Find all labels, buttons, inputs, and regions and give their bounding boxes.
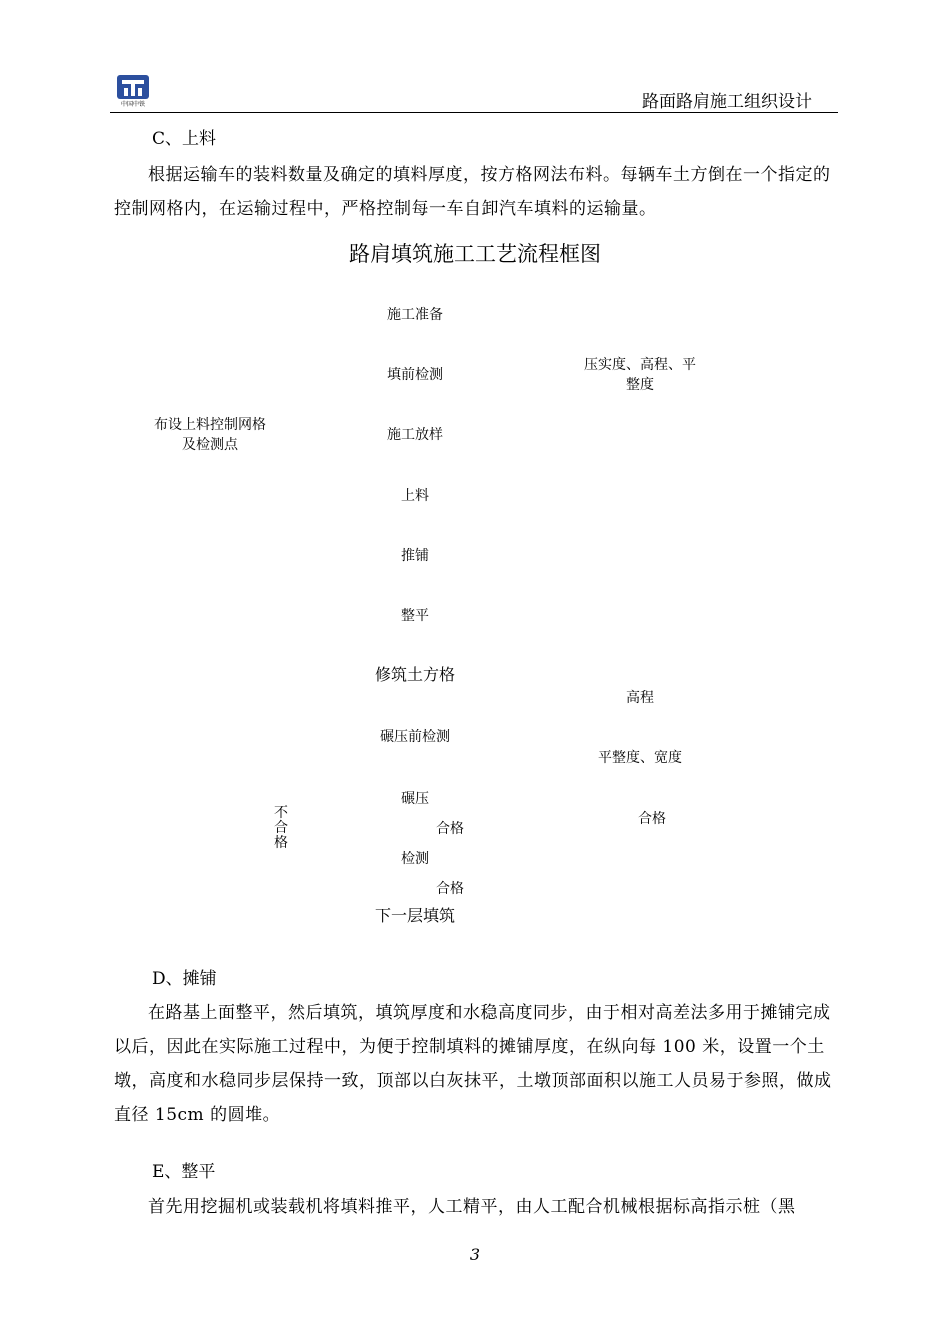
flowchart-title: 路肩填筑施工工艺流程框图 (349, 242, 601, 266)
flow-step-spread: 推铺 (401, 548, 429, 564)
flow-step-pre-compact-test: 碾压前检测 (380, 729, 450, 745)
flow-side-pass: 合格 (638, 811, 666, 827)
flow-fail-label: 不合格 (274, 805, 288, 851)
flow-side-flatness-width: 平整度、宽度 (598, 750, 682, 766)
svg-text:中国中铁: 中国中铁 (120, 101, 146, 108)
flow-side-control-grid: 布设上料控制网格及检测点 (154, 417, 266, 453)
flow-side-elevation: 高程 (626, 690, 654, 706)
document-header-title: 路面路肩施工组织设计 (642, 92, 812, 112)
flow-step-pre-test: 填前检测 (387, 367, 443, 383)
company-logo (116, 74, 150, 108)
flow-step-compact: 碾压 (401, 791, 429, 807)
flow-step-layout: 施工放样 (387, 427, 443, 443)
flow-step-prep: 施工准备 (387, 307, 443, 323)
flow-pass-label-1: 合格 (436, 821, 464, 837)
flow-step-load: 上料 (401, 488, 429, 504)
section-e-heading: E、整平 (152, 1162, 216, 1182)
flow-step-grid: 修筑土方格 (374, 665, 455, 684)
header-divider (110, 112, 838, 113)
flow-pass-label-2: 合格 (436, 881, 464, 897)
page-number: 3 (469, 1245, 481, 1264)
flow-step-level: 整平 (401, 608, 429, 624)
flow-side-compaction-check: 压实度、高程、平整度 (584, 357, 696, 393)
section-c-paragraph: 根据运输车的装料数量及确定的填料厚度，按方格网法布料。每辆车土方倒在一个指定的控制网格内，在运输过程中，严格控制每一车自卸汽车填料的运输量。 (114, 165, 831, 219)
section-d-heading: D、摊铺 (152, 969, 217, 989)
section-d-paragraph: 在路基上面整平，然后填筑，填筑厚度和水稳高度同步，由于相对高差法多用于摊铺完成以后，因此在实际施工过程中，为便于控制填料的摊铺厚度，在纵向每 100 米，设置一个土墩，高度和水稳同步层保持一致，顶部以白灰抹平，土墩顶部面积以施工人员易于参照，做成直径 15cm 的圆堆。 (114, 1003, 832, 1125)
flow-step-next-layer: 下一层填筑 (374, 906, 455, 925)
section-c-heading: C、上料 (152, 129, 217, 149)
section-e-paragraph: 首先用挖掘机或装载机将填料推平，人工精平，由人工配合机械根据标高指示桩（黑 (148, 1197, 796, 1217)
flow-step-inspect: 检测 (401, 851, 429, 867)
